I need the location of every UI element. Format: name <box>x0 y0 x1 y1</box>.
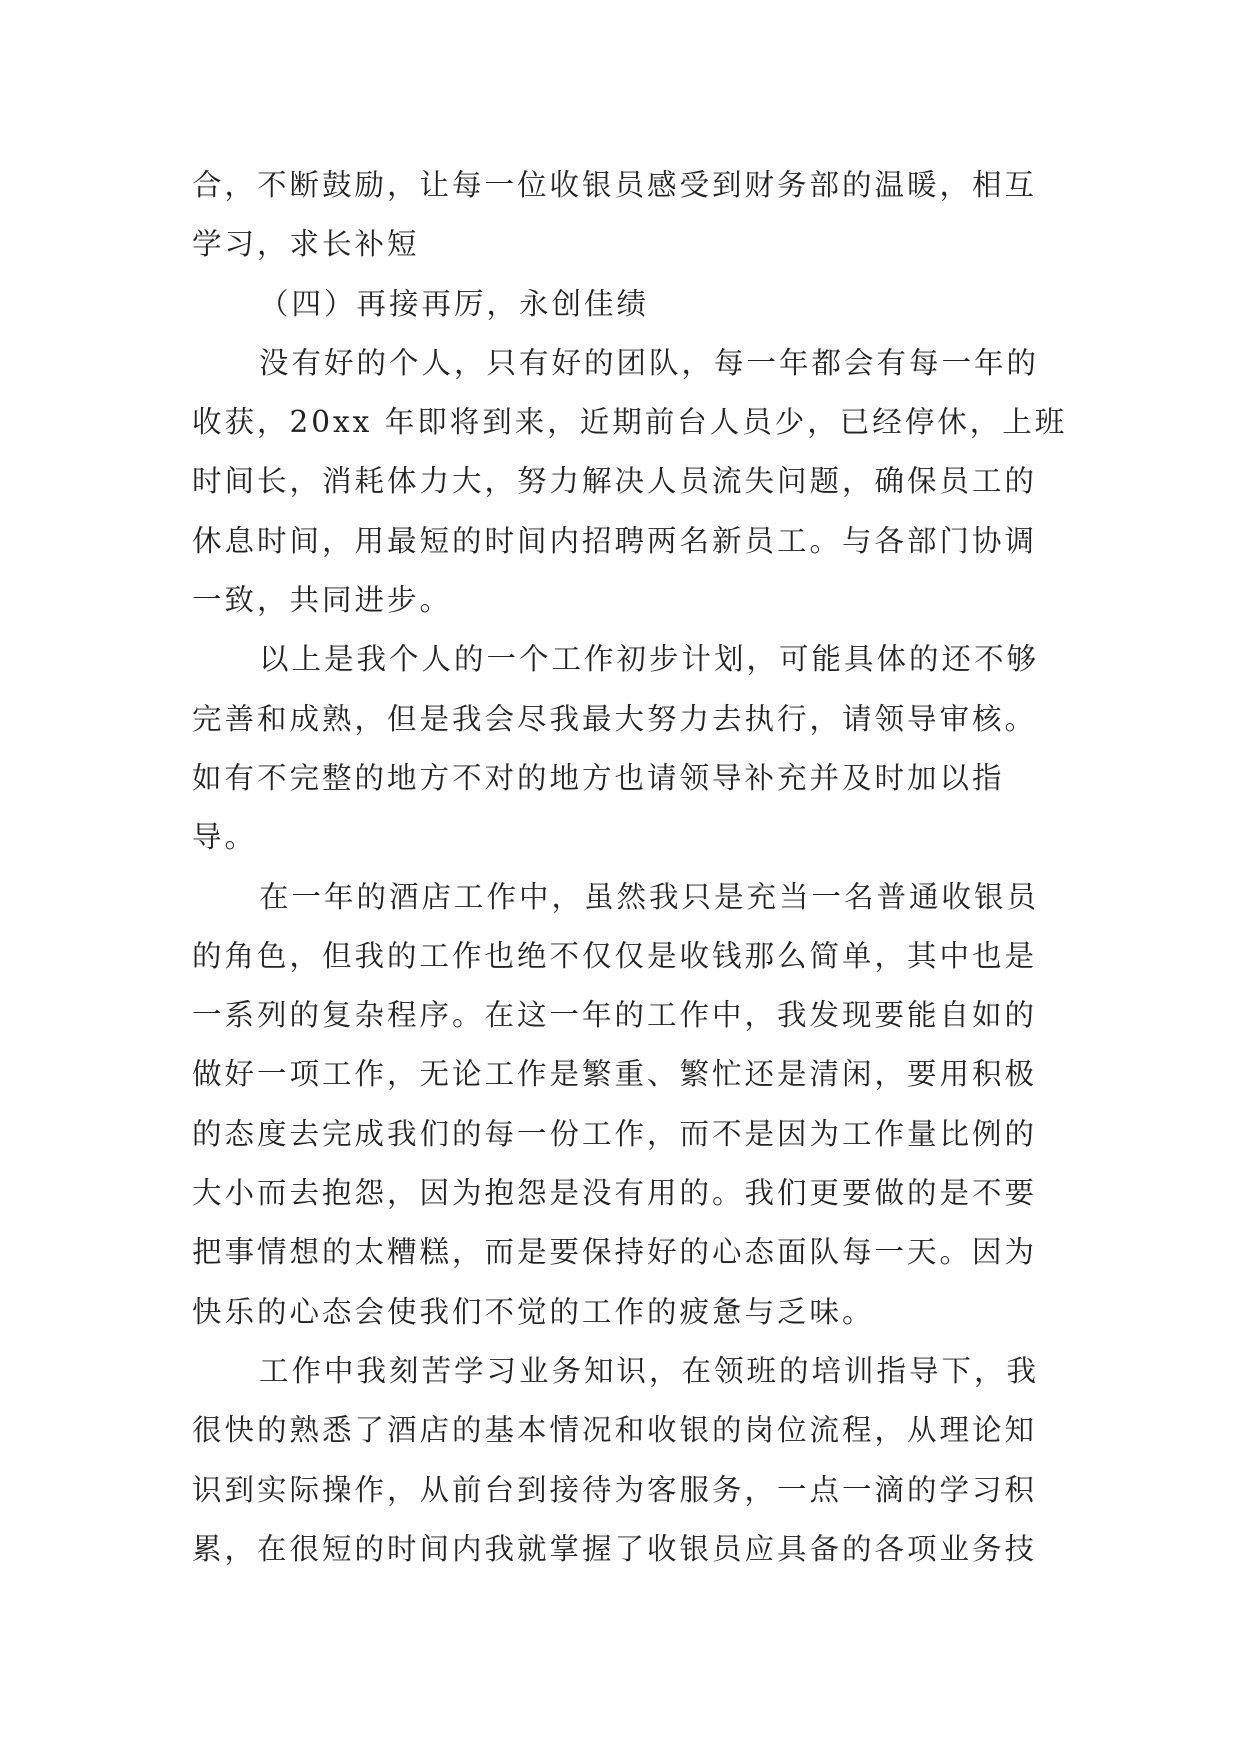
text-line-14: 的角色，但我的工作也绝不仅仅是收钱那么简单，其中也是 <box>192 938 1038 973</box>
text-line-6: 时间长，消耗体力大，努力解决人员流失问题，确保员工的 <box>192 464 1038 499</box>
text-line-17: 的态度去完成我们的每一份工作，而不是因为工作量比例的 <box>192 1116 1038 1151</box>
text-line-11: 如有不完整的地方不对的地方也请领导补充并及时加以指 <box>192 760 1005 795</box>
text-line-10: 完善和成熟，但是我会尽我最大努力去执行，请领导审核。 <box>192 701 1038 736</box>
text-line-7: 休息时间，用最短的时间内招聘两名新员工。与各部门协调 <box>192 523 1038 558</box>
text-line-2: 学习，求长补短 <box>192 227 420 262</box>
text-line-8: 一致，共同进步。 <box>192 583 453 618</box>
text-line-20: 快乐的心态会使我们不觉的工作的疲惫与乏味。 <box>192 1294 875 1329</box>
text-line-1: 合，不断鼓励，让每一位收银员感受到财务部的温暖，相互 <box>192 168 1038 202</box>
text-line-24: 累，在很短的时间内我就掌握了收银员应具备的各项业务技 <box>192 1531 1038 1566</box>
section-heading: （四）再接再厉，永创佳绩 <box>259 286 650 321</box>
text-line-18: 大小而去抱怨，因为抱怨是没有用的。我们更要做的是不要 <box>192 1176 1038 1211</box>
text-line-12: 导。 <box>192 820 258 855</box>
text-line-4: 没有好的个人，只有好的团队，每一年都会有每一年的 <box>259 345 1040 380</box>
text-line-13: 在一年的酒店工作中，虽然我只是充当一名普通收银员 <box>259 879 1040 914</box>
document-body <box>192 156 1072 1579</box>
text-line-9: 以上是我个人的一个工作初步计划，可能具体的还不够 <box>259 642 1040 677</box>
text-line-23: 识到实际操作，从前台到接待为客服务，一点一滴的学习积 <box>192 1472 1038 1507</box>
text-line-15: 一系列的复杂程序。在这一年的工作中，我发现要能自如的 <box>192 998 1038 1033</box>
text-line-22: 很快的熟悉了酒店的基本情况和收银的岗位流程，从理论知 <box>192 1413 1038 1448</box>
text-line-5: 收获，20xx 年即将到来，近期前台人员少，已经停休，上班 <box>192 405 1068 440</box>
text-line-21: 工作中我刻苦学习业务知识，在领班的培训指导下，我 <box>259 1353 1040 1388</box>
text-line-19: 把事情想的太糟糕，而是要保持好的心态面队每一天。因为 <box>192 1235 1038 1270</box>
text-line-16: 做好一项工作，无论工作是繁重、繁忙还是清闲，要用积极 <box>192 1057 1038 1092</box>
